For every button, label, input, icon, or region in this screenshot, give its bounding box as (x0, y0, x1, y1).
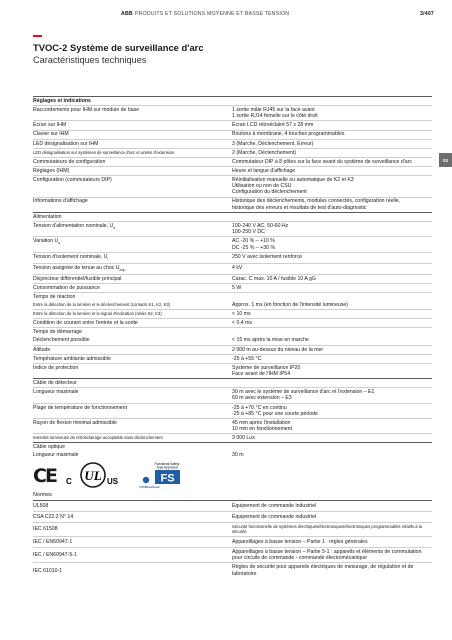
norms-section (33, 492, 432, 578)
spec-group-heading (33, 96, 432, 105)
spec-value: < 0,4 ms (232, 320, 253, 327)
spec-label: LED désignalisation sur systèmes de surveillance d'arc et unités d'extension (33, 149, 175, 155)
spec-row (33, 354, 432, 363)
spec-label: Commutateurs de configuration (33, 158, 106, 165)
spec-label: Temps de démarrage (33, 329, 83, 336)
fs-sub-text: Type Approved (156, 465, 178, 470)
norm-row (33, 522, 432, 536)
spec-value: Approx. 1 ms (en fonction de l'intensité lumineuse) (232, 302, 349, 309)
spec-label: Tension d'alimentation nominale, $U_s$ (33, 222, 116, 230)
spec-value (232, 214, 432, 220)
spec-label: Câble optique (33, 444, 66, 451)
ul-mark: UL (84, 468, 102, 483)
accent-bar (33, 35, 42, 37)
spec-label: Plage de température de fonctionnement (33, 404, 128, 411)
norm-row (33, 547, 432, 563)
spec-group-heading (33, 378, 432, 387)
spec-row (33, 157, 432, 166)
spec-label: Température ambiante admissible (33, 355, 111, 362)
norm-row (33, 511, 432, 522)
norm-description: Sécurité fonctionnelle de systèmes électriques/électroniques/électroniques programmables relatifs à la sécurité (232, 524, 422, 535)
spec-row (33, 105, 432, 120)
spec-value: 2 (Marche, Déclenchement) (232, 149, 297, 156)
spec-label: Informations d'affichage (33, 198, 88, 205)
spec-value: 100-240 V AC, 50-60 Hz 100-250 V DC (232, 222, 289, 236)
spec-label-subscript: s (113, 225, 116, 230)
spec-value: Réinitialisation manuelle ou automatique de K2 et K3 Utilisation ou non de CSU Configuration du déclenchement (232, 176, 354, 196)
spec-row (33, 283, 432, 292)
spec-label-subscript: i (107, 256, 109, 261)
spec-value: Heure et langue d'affichage (232, 167, 296, 174)
spec-row (33, 175, 432, 197)
spec-value: < 15 ms après la mise en marche (232, 337, 309, 344)
spec-value: AC -20 % – +10 % DC -25 % – +30 % (232, 238, 276, 251)
spec-row (33, 403, 432, 418)
chapter-tab: 03 (439, 153, 452, 167)
spec-value: Historique des déclenchements, modules connectés, configuration réelle, historique des erreurs et résultats de test d'auto-diagnostic (232, 198, 401, 211)
norm-code: CSA C22.2 N° 14 (33, 513, 74, 520)
norm-code: IEC / EN60947-5-1 (33, 551, 77, 558)
spec-value: 3 (Marche, Déclenchement, Erreur) (232, 140, 314, 147)
spec-row (33, 433, 432, 442)
spec-row (33, 309, 432, 318)
spec-row (33, 345, 432, 354)
norm-description: Équipement de commande industriel (232, 502, 317, 509)
spec-row (33, 120, 432, 129)
certification-logos (33, 461, 183, 489)
spec-row (33, 197, 432, 212)
spec-label: Rayon de flexion minimal admissible (33, 419, 117, 426)
spec-table (33, 96, 432, 460)
spec-row (33, 363, 432, 378)
spec-row (33, 318, 432, 327)
spec-value: 4 kV (232, 264, 243, 271)
spec-value: Système de surveillance IP20 Face avant de l'IHM IP54 (232, 364, 301, 377)
spec-label: Câble de détecteur (33, 380, 77, 387)
spec-row (33, 221, 432, 236)
tuv-text: TÜVRheinland (139, 485, 160, 489)
spec-value: 30 m avec le système de surveillance d'arc et l'extension – E1 60 m avec extension – E3 (232, 389, 375, 402)
spec-value: Boutons à membrane, 4 touches programmables (232, 131, 345, 138)
spec-group-heading (33, 212, 432, 221)
spec-value: 1 sortie mâle RJ45 sur la face avant 1 sortie RJ14 femelle sur le côté droit (232, 106, 318, 120)
brand-name: ABB (121, 11, 133, 17)
spec-label: Consommation de puissance (33, 284, 100, 291)
spec-label: Altitude (33, 346, 51, 353)
spec-value (232, 329, 432, 335)
norm-code: IEC 61010-1 (33, 567, 63, 574)
norm-description: Règles de sécurité pour appareils électriques de mesurage, de régulation et de laboratoire (232, 564, 414, 577)
spec-value (232, 98, 432, 104)
page-number: 3/407 (420, 11, 434, 17)
norm-row (33, 536, 432, 547)
functional-safety-logo (137, 461, 183, 489)
spec-label: Configuration (commutateurs DIP) (33, 176, 112, 183)
norm-code: UL508 (33, 502, 49, 509)
spec-value (232, 380, 432, 386)
ul-c-letter: C (66, 477, 72, 486)
spec-row (33, 252, 432, 263)
spec-label: Entre la détection de la lumière et le signal d'indication (relais K2, K3) (33, 311, 162, 317)
norms-table (33, 500, 432, 578)
spec-value: 30 m (232, 452, 244, 459)
spec-row (33, 236, 432, 251)
norm-description: Appareillages à basse tension – Partie 1 : règles générales (232, 538, 368, 545)
spec-value: 3 000 Lux (232, 435, 255, 442)
spec-label: Alimentation (33, 213, 62, 220)
fs-mark: FS (160, 472, 175, 485)
norm-description: Équipement de commande industriel (232, 513, 317, 520)
spec-row (33, 263, 432, 274)
page-subtitle: Caractéristiques techniques (33, 55, 147, 65)
spec-row (33, 139, 432, 148)
spec-value: 250 V avec isolement renforcé (232, 253, 303, 260)
spec-label: Condition de courant entre l'entrée et la sortie (33, 320, 138, 327)
spec-value: -25 à +55 °C (232, 355, 262, 362)
spec-row (33, 452, 432, 460)
norm-row (33, 500, 432, 511)
spec-value: 5 W (232, 284, 242, 291)
spec-row (33, 292, 432, 301)
spec-row (33, 130, 432, 139)
spec-value: Écran LCD rétroéclairé 57 x 28 mm (232, 122, 314, 129)
spec-label: Déclenchement possible (33, 337, 90, 344)
spec-label: Disjoncteur différentiel/fusible principal (33, 275, 122, 282)
spec-row (33, 387, 432, 402)
cul-us-logo (63, 462, 123, 488)
norm-code: IEC / EN60947-1 (33, 538, 73, 545)
page-title: TVOC-2 Système de surveillance d'arc (33, 42, 204, 53)
spec-row (33, 301, 432, 309)
spec-label: Réglages (IHM) (33, 167, 70, 174)
spec-row (33, 148, 432, 157)
spec-label: Temps de réaction (33, 294, 76, 301)
spec-label: Écran sur IHM (33, 122, 67, 129)
spec-label: Réglages et indications (33, 97, 91, 104)
spec-row (33, 274, 432, 283)
spec-label-subscript: imp (119, 267, 126, 272)
spec-label: LED désignalisation sur IHM (33, 140, 99, 147)
spec-row (33, 327, 432, 336)
spec-label: Longueur maximale (33, 452, 79, 459)
spec-label-subscript: s (58, 241, 61, 246)
spec-row (33, 337, 432, 345)
spec-value (232, 294, 432, 300)
spec-value (232, 444, 432, 450)
spec-label: Longueur maximale (33, 389, 79, 396)
spec-value: 45 mm après l'installation 10 mm en fonctionnement (232, 419, 292, 433)
spec-value: -25 à +70 °C en continu -25 à +85 °C pour une courte période (232, 404, 318, 417)
norm-row (33, 562, 432, 578)
spec-label: Tension d'isolement nominale, $U_i$ (33, 253, 109, 261)
spec-value: Commutateur DIP à 8 pôles sur la face avant du système de surveillance d'arc (232, 158, 412, 165)
spec-label: Variation $U_s$ (33, 238, 61, 246)
ce-mark-logo: CE (33, 465, 56, 487)
spec-row (33, 166, 432, 175)
section-title: PRODUITS ET SOLUTIONS MOYENNE ET BASSE TENSION (135, 11, 290, 17)
spec-group-heading (33, 442, 432, 451)
page-header (33, 11, 434, 21)
spec-label: Entre la détection de la lumière et le déclenchement (contacts K1, K2, K3) (33, 302, 171, 308)
norm-code: IEC 61508 (33, 526, 58, 533)
spec-value: < 10 ms (232, 311, 251, 318)
norm-description: Appareillages à basse tension – Partie 5-1 : appareils et éléments de commutation pour circuits de commande - commande électromécanique (232, 548, 422, 562)
spec-label: Raccordements pour IHM sur module de base (33, 106, 140, 113)
spec-label: Indice de protection (33, 364, 79, 371)
spec-label: Intensité lumineuse de rétroéclairage acceptable sans déclenchement (33, 435, 163, 441)
fs-top-text: Functional Safety (154, 462, 180, 466)
spec-label: Clavier sur IHM (33, 131, 69, 138)
spec-row (33, 418, 432, 433)
norms-caption: Normes (33, 492, 52, 498)
ul-us-letters: US (107, 477, 119, 486)
spec-label: Tension assignée de tenue au choc $U_{imp}$ (33, 264, 126, 272)
spec-value: Carac. C max. 10 A / fusible 10 A gG (232, 275, 316, 282)
spec-value: 2 000 m au-dessus du niveau de la mer (232, 346, 324, 353)
